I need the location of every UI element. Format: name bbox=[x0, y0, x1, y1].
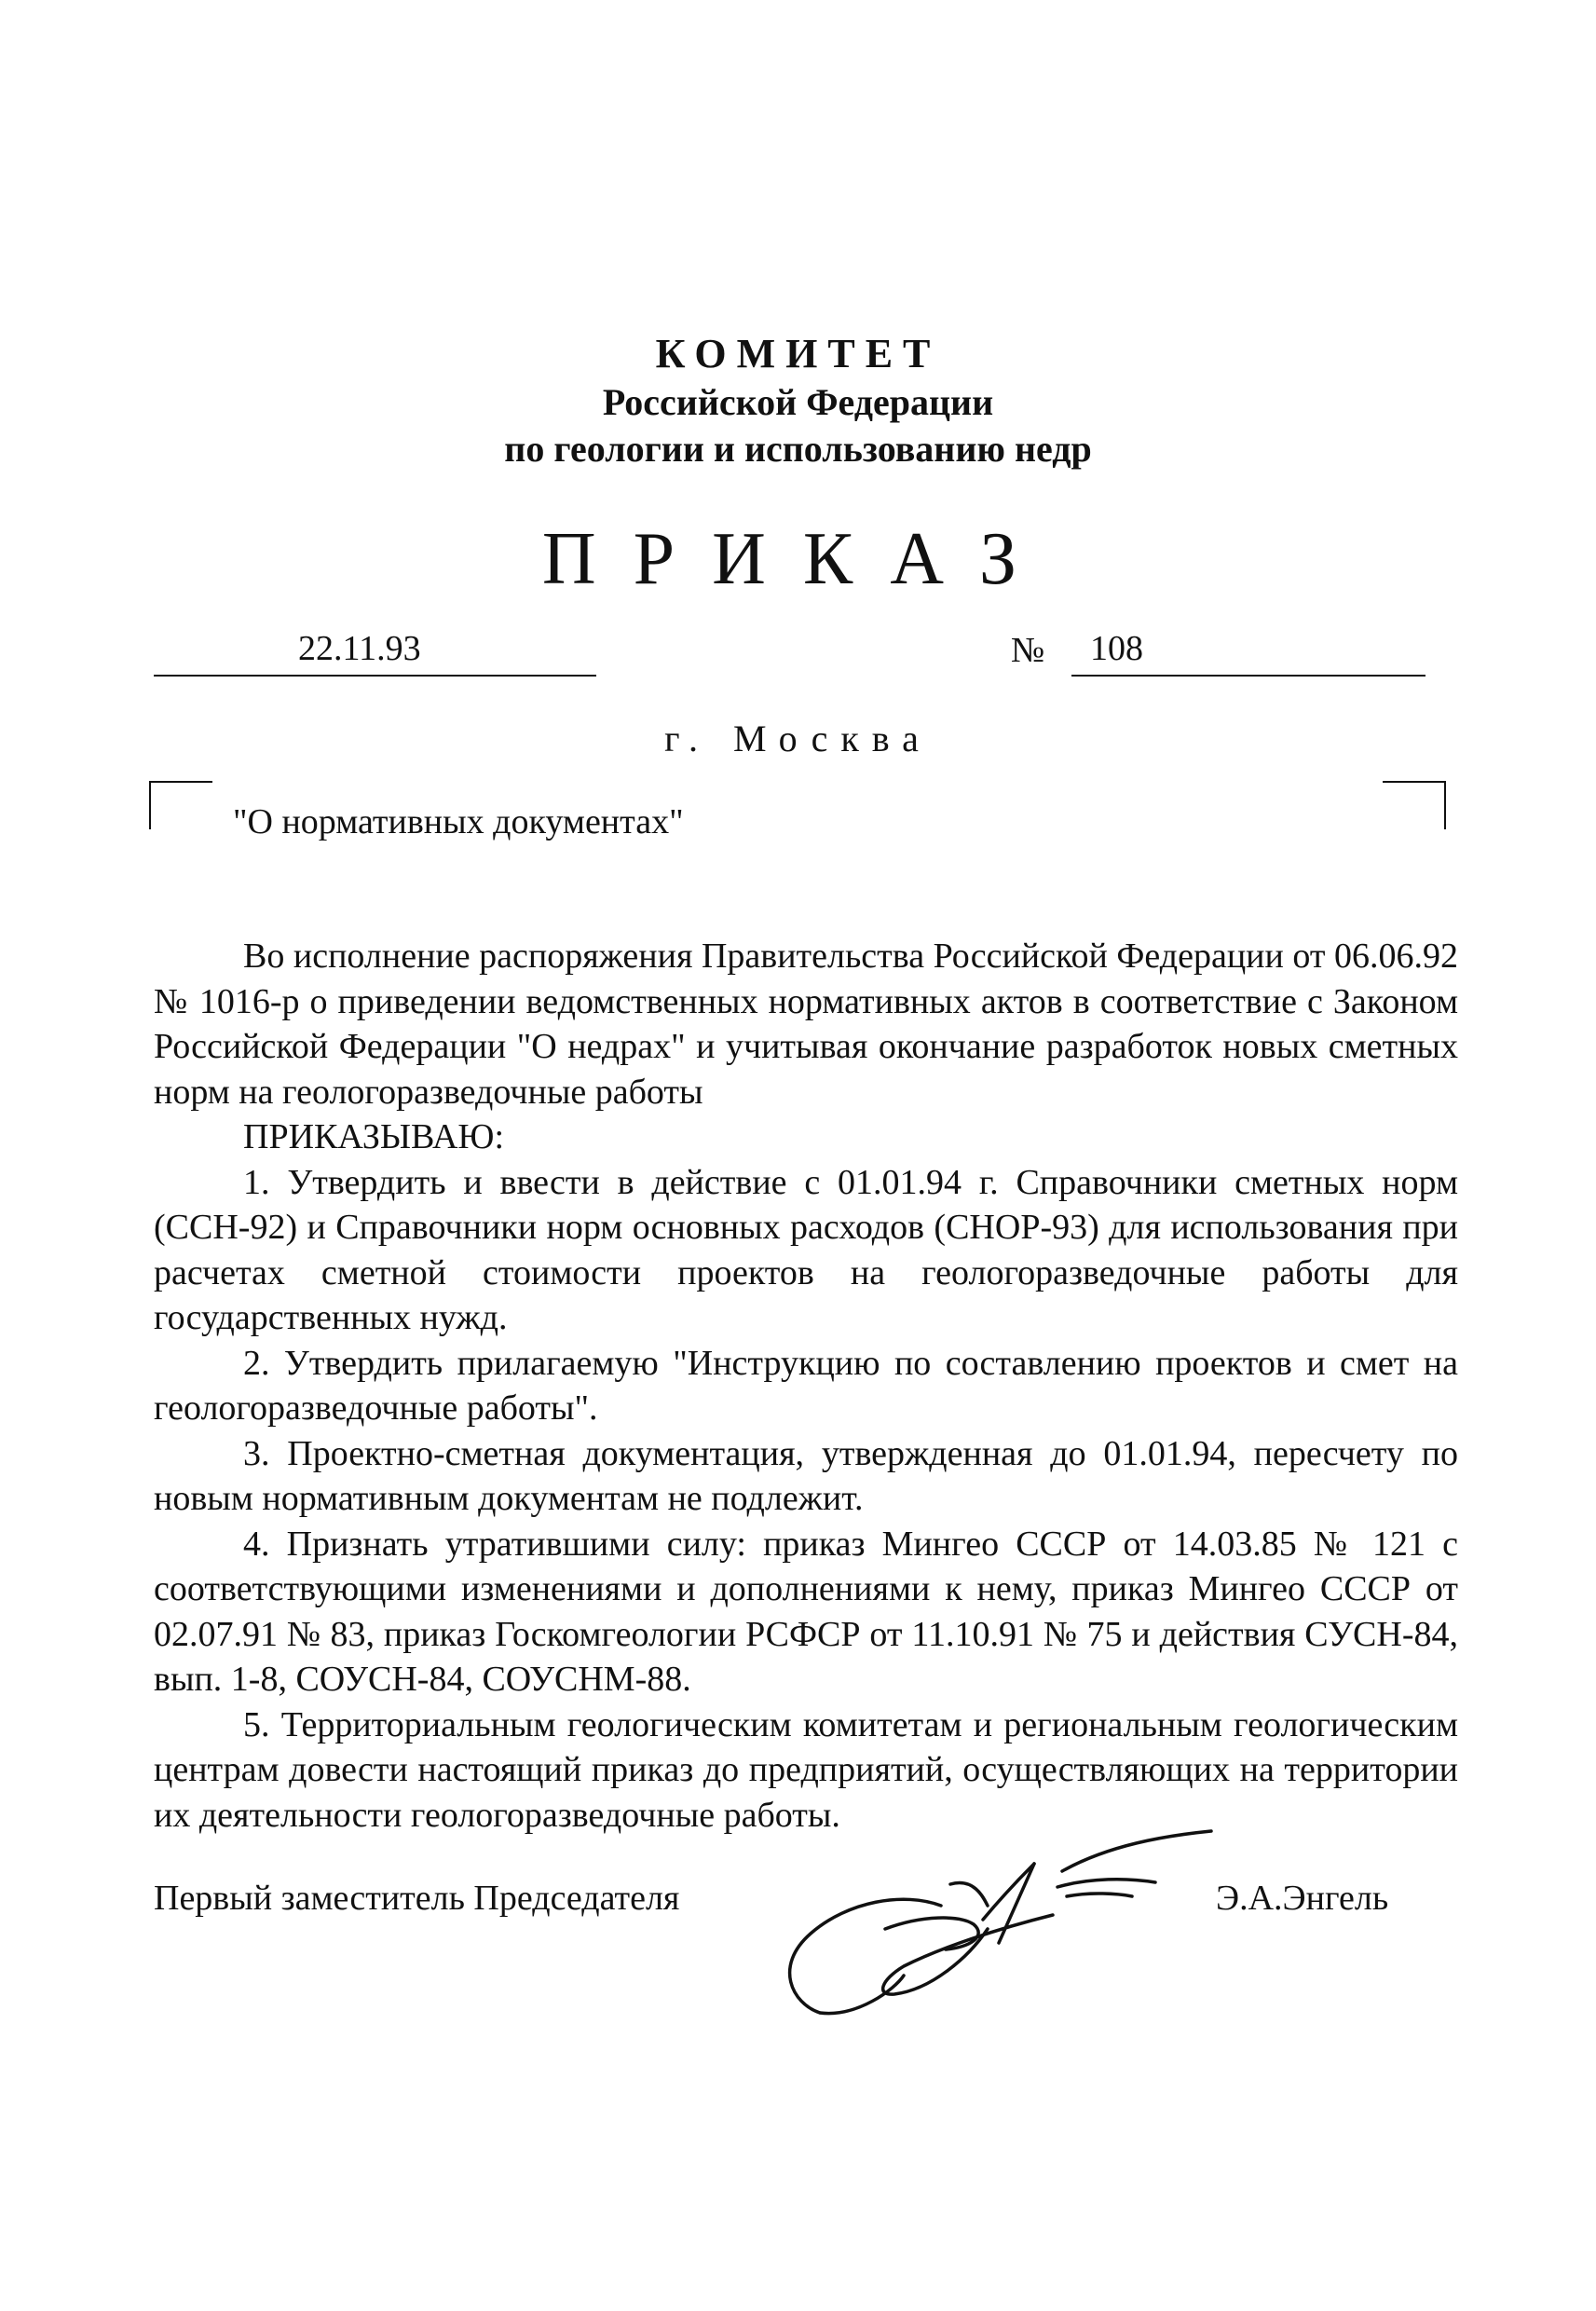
ministry-heading: по геологии и использованию недр bbox=[504, 428, 1092, 470]
signer-name: Э.А.Энгель bbox=[1216, 1879, 1389, 1918]
date-underline bbox=[154, 675, 596, 677]
signer-title: Первый заместитель Председателя bbox=[154, 1879, 680, 1918]
committee-heading: КОМИТЕТ bbox=[655, 331, 941, 376]
order-body bbox=[154, 934, 1458, 1838]
body-item-4: 4. Признать утратившими силу: приказ Мингео СССР от 14.03.85 № 121 с соответствующими изменениями и дополнениями к нему, приказ Мингео СССР от 02.07.91 № 83, приказ Госкомгеологии РСФСР от 11.10.91 № 75 и действия СУСН-84, вып. 1-8, СОУСН-84, СОУСНМ-88. bbox=[154, 1524, 1458, 1699]
handwritten-signature bbox=[755, 1826, 1239, 2031]
subject-bracket-left-vertical bbox=[149, 781, 151, 829]
body-item-1: 1. Утвердить и ввести в действие с 01.01.94 г. Справочники сметных норм (ССН-92) и Справочники норм основных расходов (СНОР-93) для использования при расчетах сметной стоимости проектов на геологоразведочные работы для государственных нужд. bbox=[154, 1162, 1458, 1337]
order-number: 108 bbox=[1090, 629, 1143, 668]
subject-bracket-left bbox=[149, 781, 212, 783]
federation-heading: Российской Федерации bbox=[602, 381, 994, 423]
body-item-5: 5. Территориальным геологическим комитетам и региональным геологическим центрам довести настоящий приказ до предприятий, осуществляющих на территории их деятельности геологоразведочные работы. bbox=[154, 1704, 1458, 1835]
order-title: ПРИКАЗ bbox=[541, 518, 1055, 600]
body-command: ПРИКАЗЫВАЮ: bbox=[243, 1117, 505, 1156]
order-date: 22.11.93 bbox=[298, 629, 421, 668]
body-intro: Во исполнение распоряжения Правительства Российской Федерации от 06.06.92 № 1016-р о приведении ведомственных нормативных актов в соответствие с Законом Российской Федерации "О недрах" и учитывая окончание разработок новых сметных норм на геологоразведочные работы bbox=[154, 937, 1458, 1112]
subject-bracket-right-vertical bbox=[1444, 781, 1446, 829]
body-item-2: 2. Утвердить прилагаемую "Инструкцию по составлению проектов и смет на геологоразведочные работы". bbox=[154, 1343, 1458, 1428]
body-item-3: 3. Проектно-сметная документация, утвержденная до 01.01.94, пересчету по новым нормативным документам не подлежит. bbox=[154, 1433, 1458, 1518]
order-city: г. Москва bbox=[664, 718, 932, 759]
number-underline bbox=[1071, 675, 1425, 677]
order-subject: "О нормативных документах" bbox=[233, 802, 684, 841]
order-number-label: № bbox=[1011, 631, 1045, 670]
subject-bracket-right bbox=[1383, 781, 1446, 783]
